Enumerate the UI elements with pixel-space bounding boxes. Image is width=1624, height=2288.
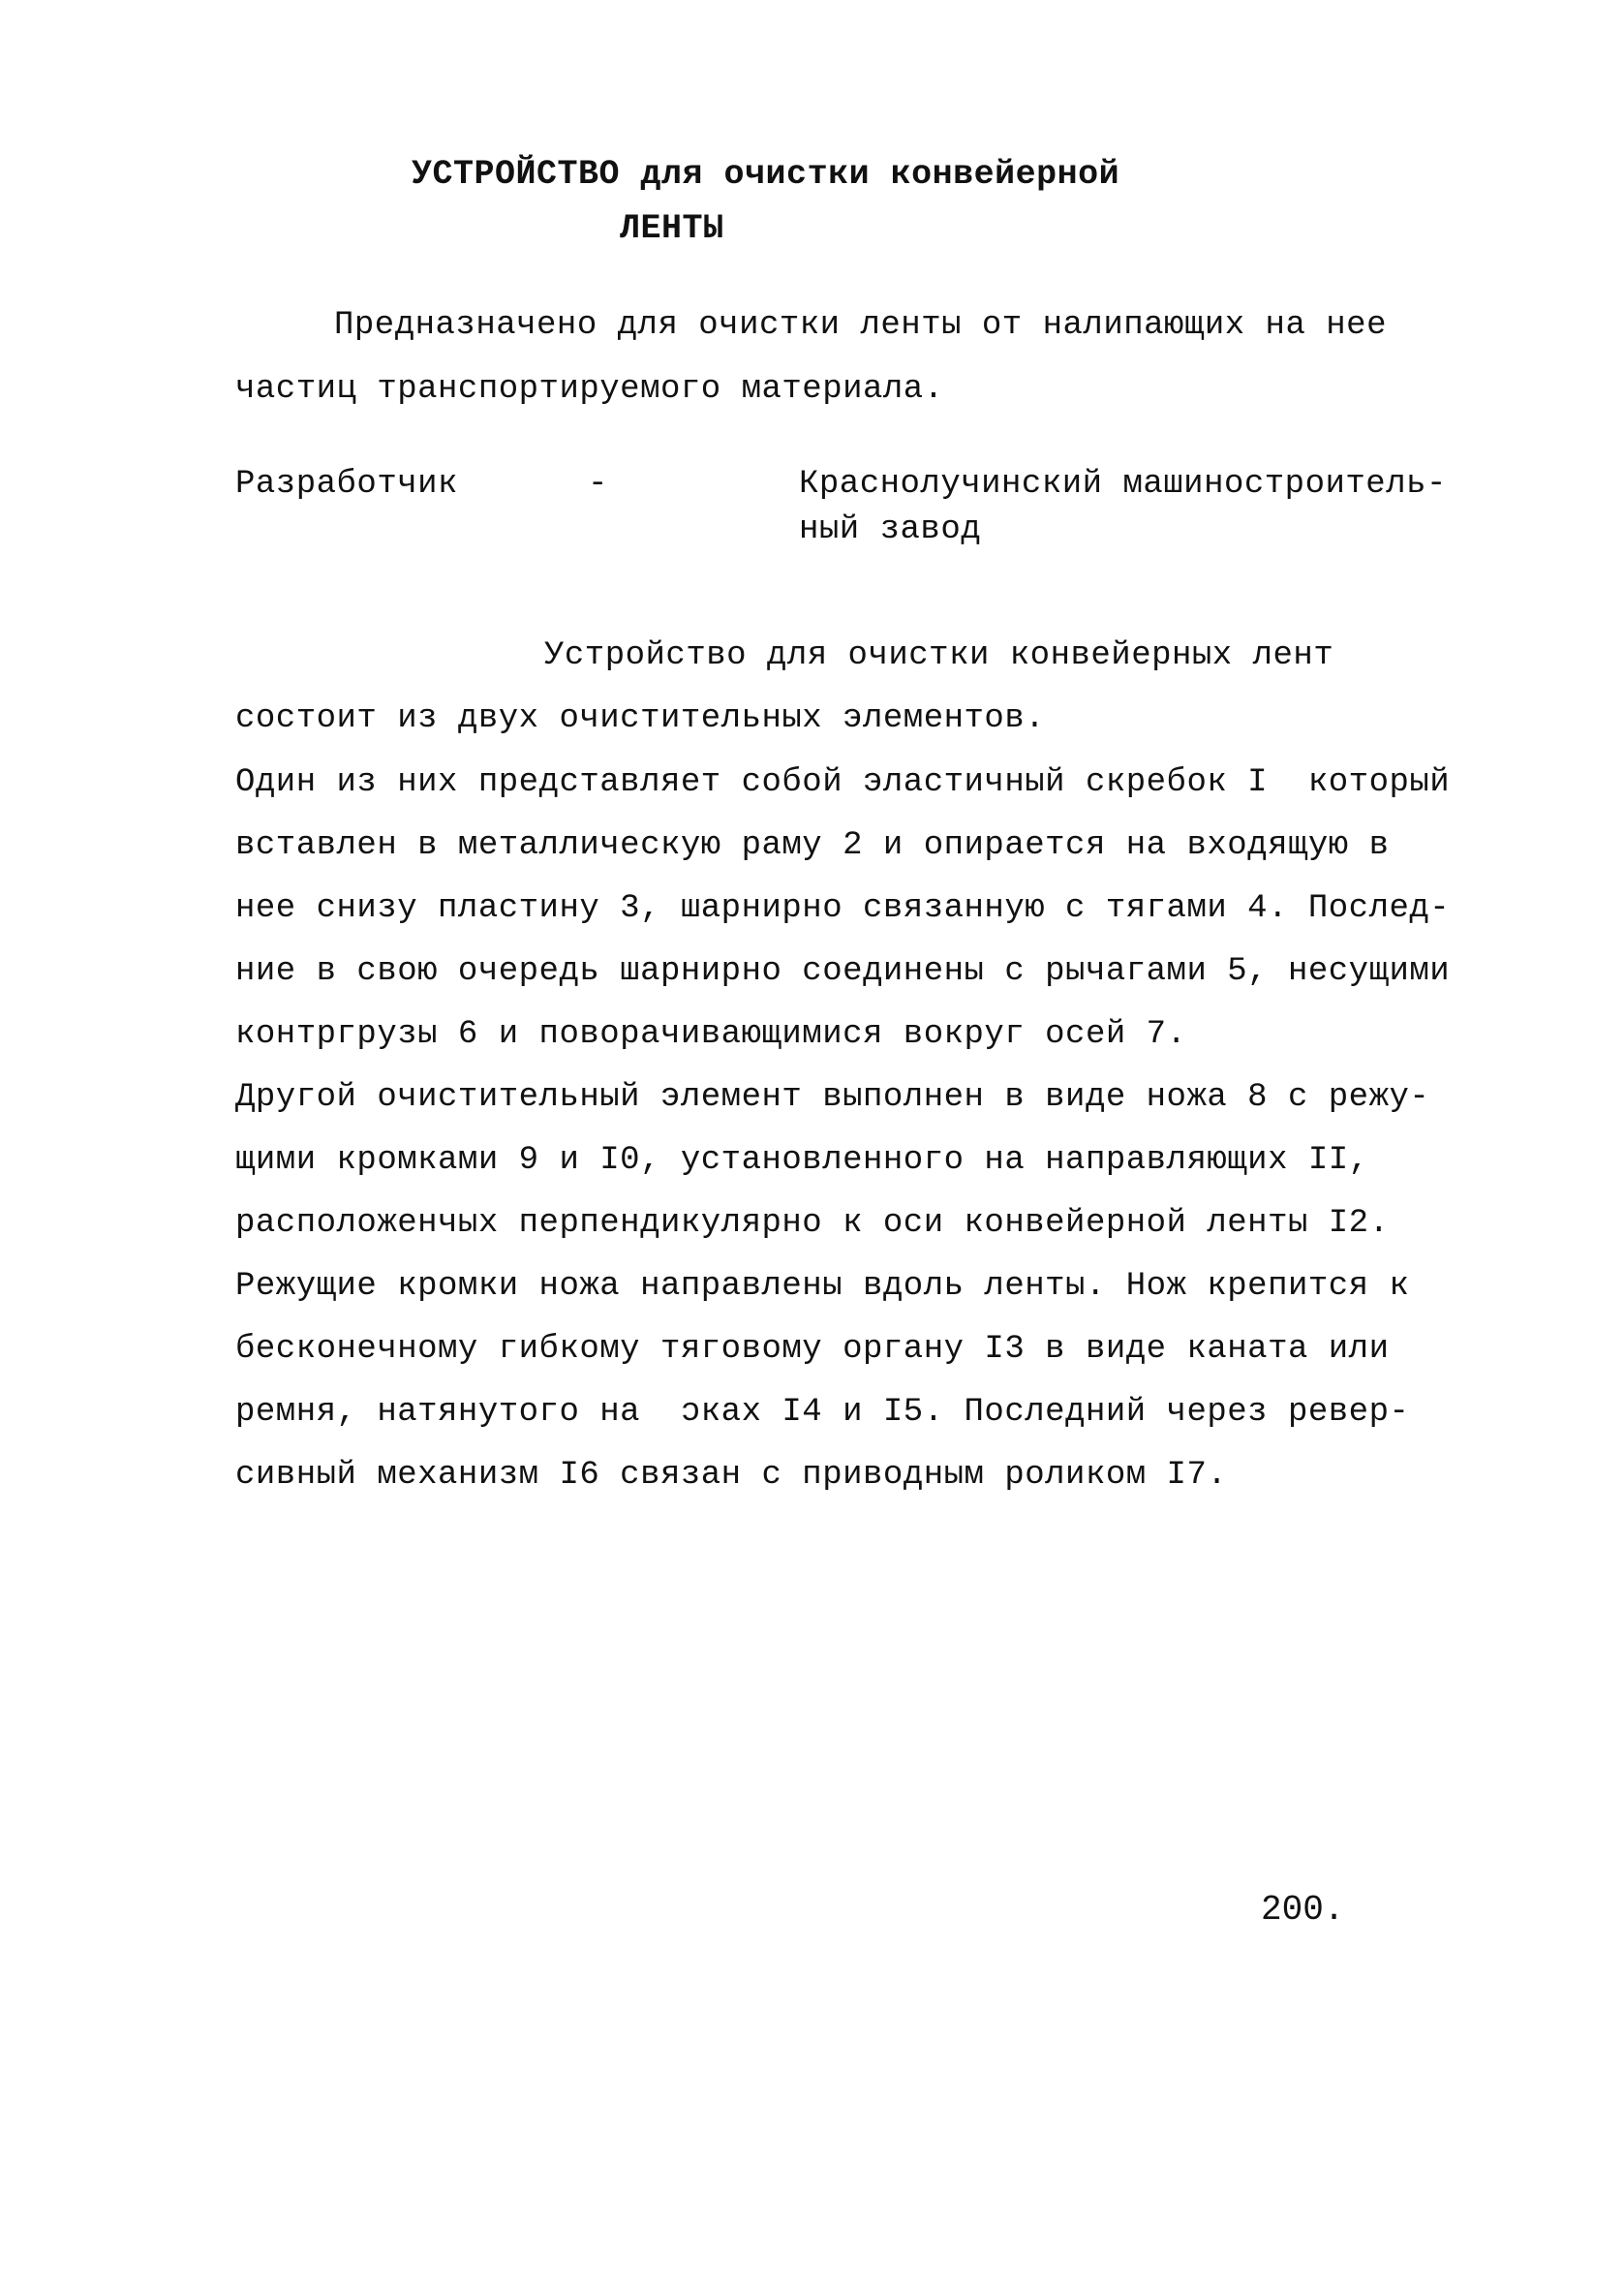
page-number: 200. (1261, 1890, 1345, 1930)
body-line: Устройство для очистки конвейерных лент (544, 637, 1334, 674)
body-line: состоит из двух очистительных элементов. (235, 700, 1046, 737)
body-line: контргрузы 6 и поворачивающимися вокруг осей 7. (235, 1016, 1187, 1053)
developer-value-line-2: ный завод (799, 511, 982, 548)
body-line: сивный механизм I6 связан с приводным роликом I7. (235, 1457, 1228, 1494)
body-line: расположенчых перпендикулярно к оси конвейерной ленты I2. (235, 1205, 1390, 1242)
title-line-2: ЛЕНТЫ (620, 209, 724, 248)
body-line: Другой очистительный элемент выполнен в виде ножа 8 с режу- (235, 1079, 1430, 1116)
purpose-line-2: частиц транспортируемого материала. (235, 371, 944, 408)
title-line-1: УСТРОЙСТВО для очистки конвейерной (412, 155, 1120, 194)
purpose-line-1: Предназначено для очистки ленты от налипающих на нее (334, 307, 1387, 344)
body-line: Один из них представляет собой эластичный скребок I который (235, 764, 1451, 801)
developer-label: Разработчик (235, 466, 458, 503)
developer-dash: - (588, 466, 608, 503)
body-line: вставлен в металлическую раму 2 и опирается на входящую в (235, 827, 1390, 864)
body-line: щими кромками 9 и I0, установленного на направляющих II, (235, 1142, 1369, 1179)
body-line: бесконечному гибкому тяговому органу I3 в виде каната или (235, 1331, 1390, 1368)
body-line: Режущие кромки ножа направлены вдоль ленты. Нож крепится к (235, 1268, 1410, 1305)
body-line: ние в свою очередь шарнирно соединены с рычагами 5, несущими (235, 953, 1451, 990)
body-line: нее снизу пластину 3, шарнирно связанную с тягами 4. Послед- (235, 890, 1451, 927)
developer-value-line-1: Краснолучинский машиностроитель- (799, 466, 1447, 503)
body-line: ремня, натянутого на ᴐках I4 и I5. Последний через ревер- (235, 1394, 1410, 1431)
